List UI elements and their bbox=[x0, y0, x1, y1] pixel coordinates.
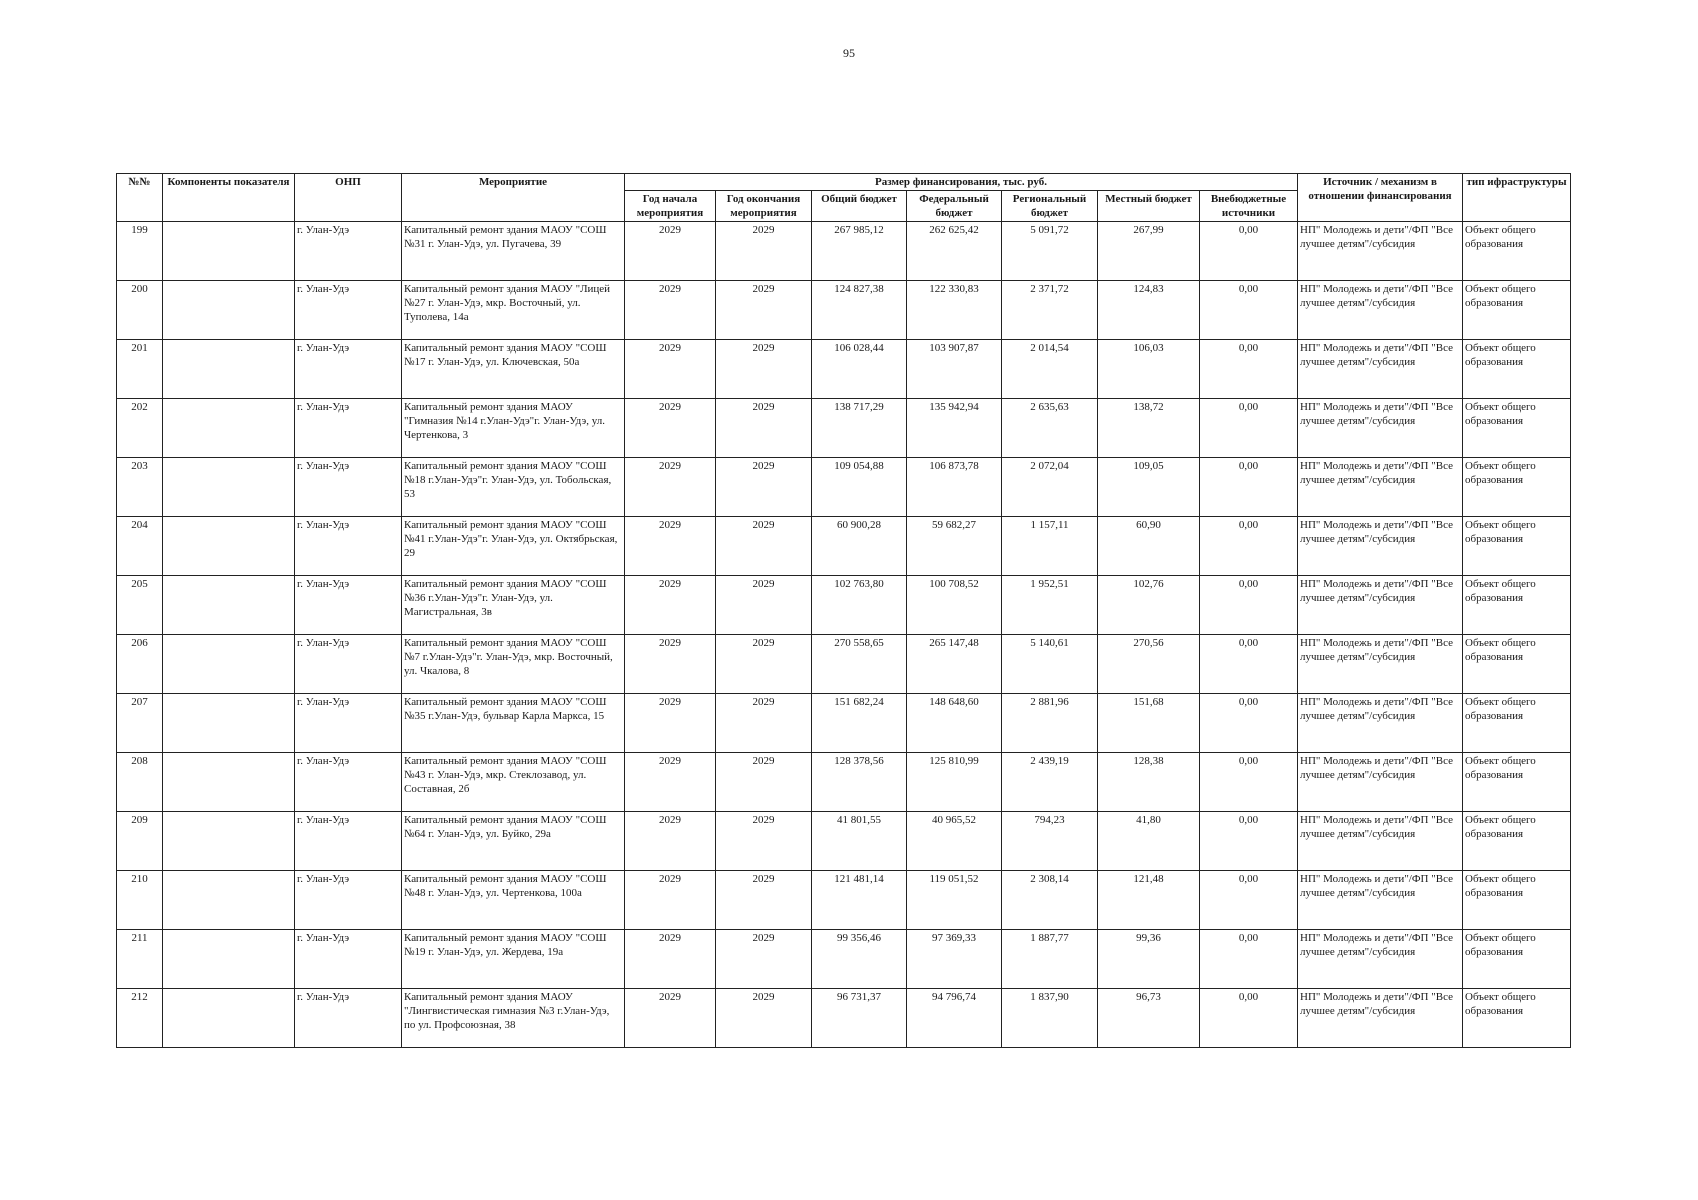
header-event: Мероприятие bbox=[402, 174, 625, 222]
row-regional-budget: 2 072,04 bbox=[1002, 458, 1098, 517]
row-year-end: 2029 bbox=[716, 517, 812, 576]
row-year-end: 2029 bbox=[716, 399, 812, 458]
row-extra-sources: 0,00 bbox=[1200, 576, 1298, 635]
row-funding-source: НП" Молодежь и дети"/ФП "Все лучшее детям"/субсидия bbox=[1298, 399, 1463, 458]
row-event: Капитальный ремонт здания МАОУ "СОШ №41 г.Улан-Удэ"г. Улан-Удэ, ул. Октябрьская, 29 bbox=[402, 517, 625, 576]
row-components bbox=[163, 871, 295, 930]
row-total-budget: 96 731,37 bbox=[812, 989, 907, 1048]
row-total-budget: 121 481,14 bbox=[812, 871, 907, 930]
table-row bbox=[117, 694, 1571, 753]
row-infrastructure-type: Объект общего образования bbox=[1463, 930, 1571, 989]
row-local-budget: 102,76 bbox=[1098, 576, 1200, 635]
row-infrastructure-type: Объект общего образования bbox=[1463, 399, 1571, 458]
row-year-end: 2029 bbox=[716, 871, 812, 930]
row-federal-budget: 59 682,27 bbox=[907, 517, 1002, 576]
row-federal-budget: 100 708,52 bbox=[907, 576, 1002, 635]
row-onp: г. Улан-Удэ bbox=[295, 694, 402, 753]
row-federal-budget: 106 873,78 bbox=[907, 458, 1002, 517]
row-total-budget: 102 763,80 bbox=[812, 576, 907, 635]
header-components: Компоненты показателя bbox=[163, 174, 295, 222]
row-regional-budget: 5 091,72 bbox=[1002, 222, 1098, 281]
row-components bbox=[163, 812, 295, 871]
row-regional-budget: 2 308,14 bbox=[1002, 871, 1098, 930]
row-year-start: 2029 bbox=[625, 399, 716, 458]
row-number: 201 bbox=[117, 340, 163, 399]
row-event: Капитальный ремонт здания МАОУ "СОШ №31 г. Улан-Удэ, ул. Пугачева, 39 bbox=[402, 222, 625, 281]
row-event: Капитальный ремонт здания МАОУ "СОШ №43 г. Улан-Удэ, мкр. Стеклозавод, ул. Составная, 2б bbox=[402, 753, 625, 812]
row-federal-budget: 40 965,52 bbox=[907, 812, 1002, 871]
row-infrastructure-type: Объект общего образования bbox=[1463, 753, 1571, 812]
row-year-end: 2029 bbox=[716, 576, 812, 635]
row-federal-budget: 135 942,94 bbox=[907, 399, 1002, 458]
row-extra-sources: 0,00 bbox=[1200, 399, 1298, 458]
row-funding-source: НП" Молодежь и дети"/ФП "Все лучшее детям"/субсидия bbox=[1298, 222, 1463, 281]
row-year-start: 2029 bbox=[625, 635, 716, 694]
row-number: 208 bbox=[117, 753, 163, 812]
row-year-end: 2029 bbox=[716, 753, 812, 812]
table-header bbox=[117, 174, 1571, 222]
row-local-budget: 138,72 bbox=[1098, 399, 1200, 458]
row-components bbox=[163, 222, 295, 281]
row-extra-sources: 0,00 bbox=[1200, 753, 1298, 812]
row-onp: г. Улан-Удэ bbox=[295, 812, 402, 871]
row-onp: г. Улан-Удэ bbox=[295, 458, 402, 517]
funding-table bbox=[116, 173, 1571, 1048]
header-federal: Федеральный бюджет bbox=[907, 191, 1002, 222]
table-row bbox=[117, 812, 1571, 871]
row-extra-sources: 0,00 bbox=[1200, 989, 1298, 1048]
row-infrastructure-type: Объект общего образования bbox=[1463, 517, 1571, 576]
row-components bbox=[163, 281, 295, 340]
header-funding-group: Размер финансирования, тыс. руб. bbox=[625, 174, 1298, 191]
row-total-budget: 99 356,46 bbox=[812, 930, 907, 989]
row-components bbox=[163, 989, 295, 1048]
row-funding-source: НП" Молодежь и дети"/ФП "Все лучшее детям"/субсидия bbox=[1298, 812, 1463, 871]
row-extra-sources: 0,00 bbox=[1200, 635, 1298, 694]
row-event: Капитальный ремонт здания МАОУ "СОШ №19 г. Улан-Удэ, ул. Жердева, 19а bbox=[402, 930, 625, 989]
row-total-budget: 124 827,38 bbox=[812, 281, 907, 340]
table-row bbox=[117, 989, 1571, 1048]
row-event: Капитальный ремонт здания МАОУ "Гимназия №14 г.Улан-Удэ"г. Улан-Удэ, ул. Чертенкова, 3 bbox=[402, 399, 625, 458]
row-total-budget: 270 558,65 bbox=[812, 635, 907, 694]
row-local-budget: 41,80 bbox=[1098, 812, 1200, 871]
row-funding-source: НП" Молодежь и дети"/ФП "Все лучшее детям"/субсидия bbox=[1298, 576, 1463, 635]
row-components bbox=[163, 753, 295, 812]
row-year-start: 2029 bbox=[625, 517, 716, 576]
row-infrastructure-type: Объект общего образования bbox=[1463, 989, 1571, 1048]
row-infrastructure-type: Объект общего образования bbox=[1463, 812, 1571, 871]
table-row bbox=[117, 399, 1571, 458]
row-number: 210 bbox=[117, 871, 163, 930]
row-event: Капитальный ремонт здания МАОУ "СОШ №18 г.Улан-Удэ"г. Улан-Удэ, ул. Тобольская, 53 bbox=[402, 458, 625, 517]
row-total-budget: 60 900,28 bbox=[812, 517, 907, 576]
header-extra: Внебюджетные источники bbox=[1200, 191, 1298, 222]
row-total-budget: 106 028,44 bbox=[812, 340, 907, 399]
row-components bbox=[163, 930, 295, 989]
header-regional: Региональный бюджет bbox=[1002, 191, 1098, 222]
row-regional-budget: 1 837,90 bbox=[1002, 989, 1098, 1048]
row-onp: г. Улан-Удэ bbox=[295, 930, 402, 989]
row-local-budget: 106,03 bbox=[1098, 340, 1200, 399]
row-extra-sources: 0,00 bbox=[1200, 930, 1298, 989]
header-onp: ОНП bbox=[295, 174, 402, 222]
row-event: Капитальный ремонт здания МАОУ "СОШ №17 г. Улан-Удэ, ул. Ключевская, 50а bbox=[402, 340, 625, 399]
header-year-end: Год окончания мероприятия bbox=[716, 191, 812, 222]
row-year-start: 2029 bbox=[625, 753, 716, 812]
row-funding-source: НП" Молодежь и дети"/ФП "Все лучшее детям"/субсидия bbox=[1298, 694, 1463, 753]
row-event: Капитальный ремонт здания МАОУ "СОШ №7 г.Улан-Удэ"г. Улан-Удэ, мкр. Восточный, ул. Чкалова, 8 bbox=[402, 635, 625, 694]
row-regional-budget: 2 439,19 bbox=[1002, 753, 1098, 812]
row-year-start: 2029 bbox=[625, 281, 716, 340]
row-number: 207 bbox=[117, 694, 163, 753]
header-total: Общий бюджет bbox=[812, 191, 907, 222]
row-number: 209 bbox=[117, 812, 163, 871]
table-row bbox=[117, 576, 1571, 635]
row-year-start: 2029 bbox=[625, 340, 716, 399]
row-onp: г. Улан-Удэ bbox=[295, 399, 402, 458]
row-regional-budget: 2 014,54 bbox=[1002, 340, 1098, 399]
row-local-budget: 60,90 bbox=[1098, 517, 1200, 576]
row-total-budget: 151 682,24 bbox=[812, 694, 907, 753]
row-onp: г. Улан-Удэ bbox=[295, 222, 402, 281]
row-year-start: 2029 bbox=[625, 694, 716, 753]
row-year-start: 2029 bbox=[625, 576, 716, 635]
row-local-budget: 128,38 bbox=[1098, 753, 1200, 812]
row-year-start: 2029 bbox=[625, 458, 716, 517]
row-local-budget: 151,68 bbox=[1098, 694, 1200, 753]
row-funding-source: НП" Молодежь и дети"/ФП "Все лучшее детям"/субсидия bbox=[1298, 340, 1463, 399]
table-row bbox=[117, 517, 1571, 576]
row-infrastructure-type: Объект общего образования bbox=[1463, 340, 1571, 399]
row-total-budget: 267 985,12 bbox=[812, 222, 907, 281]
row-onp: г. Улан-Удэ bbox=[295, 635, 402, 694]
row-funding-source: НП" Молодежь и дети"/ФП "Все лучшее детям"/субсидия bbox=[1298, 517, 1463, 576]
header-infra: тип ифраструктуры bbox=[1463, 174, 1571, 222]
row-event: Капитальный ремонт здания МАОУ "Лингвистическая гимназия №3 г.Улан-Удэ, по ул. Профсоюзная, 38 bbox=[402, 989, 625, 1048]
row-regional-budget: 1 887,77 bbox=[1002, 930, 1098, 989]
row-regional-budget: 2 881,96 bbox=[1002, 694, 1098, 753]
row-onp: г. Улан-Удэ bbox=[295, 871, 402, 930]
row-local-budget: 267,99 bbox=[1098, 222, 1200, 281]
row-federal-budget: 122 330,83 bbox=[907, 281, 1002, 340]
row-number: 205 bbox=[117, 576, 163, 635]
row-extra-sources: 0,00 bbox=[1200, 281, 1298, 340]
row-infrastructure-type: Объект общего образования bbox=[1463, 576, 1571, 635]
row-number: 200 bbox=[117, 281, 163, 340]
row-infrastructure-type: Объект общего образования bbox=[1463, 458, 1571, 517]
row-event: Капитальный ремонт здания МАОУ "СОШ №64 г. Улан-Удэ, ул. Буйко, 29а bbox=[402, 812, 625, 871]
row-year-start: 2029 bbox=[625, 812, 716, 871]
row-components bbox=[163, 399, 295, 458]
row-number: 199 bbox=[117, 222, 163, 281]
row-federal-budget: 103 907,87 bbox=[907, 340, 1002, 399]
table-row bbox=[117, 871, 1571, 930]
row-number: 203 bbox=[117, 458, 163, 517]
row-extra-sources: 0,00 bbox=[1200, 222, 1298, 281]
row-funding-source: НП" Молодежь и дети"/ФП "Все лучшее детям"/субсидия bbox=[1298, 281, 1463, 340]
row-year-start: 2029 bbox=[625, 222, 716, 281]
row-extra-sources: 0,00 bbox=[1200, 871, 1298, 930]
row-onp: г. Улан-Удэ bbox=[295, 281, 402, 340]
table-row bbox=[117, 635, 1571, 694]
row-components bbox=[163, 340, 295, 399]
row-year-end: 2029 bbox=[716, 930, 812, 989]
row-year-end: 2029 bbox=[716, 222, 812, 281]
row-onp: г. Улан-Удэ bbox=[295, 340, 402, 399]
row-extra-sources: 0,00 bbox=[1200, 458, 1298, 517]
row-extra-sources: 0,00 bbox=[1200, 340, 1298, 399]
row-extra-sources: 0,00 bbox=[1200, 812, 1298, 871]
row-event: Капитальный ремонт здания МАОУ "СОШ №48 г. Улан-Удэ, ул. Чертенкова, 100а bbox=[402, 871, 625, 930]
row-event: Капитальный ремонт здания МАОУ "Лицей №27 г. Улан-Удэ, мкр. Восточный, ул. Туполева, 14а bbox=[402, 281, 625, 340]
row-event: Капитальный ремонт здания МАОУ "СОШ №35 г.Улан-Удэ, бульвар Карла Маркса, 15 bbox=[402, 694, 625, 753]
row-infrastructure-type: Объект общего образования bbox=[1463, 635, 1571, 694]
row-number: 211 bbox=[117, 930, 163, 989]
row-event: Капитальный ремонт здания МАОУ "СОШ №36 г.Улан-Удэ"г. Улан-Удэ, ул. Магистральная, 3в bbox=[402, 576, 625, 635]
row-infrastructure-type: Объект общего образования bbox=[1463, 281, 1571, 340]
row-local-budget: 109,05 bbox=[1098, 458, 1200, 517]
row-year-end: 2029 bbox=[716, 281, 812, 340]
table-row bbox=[117, 458, 1571, 517]
row-funding-source: НП" Молодежь и дети"/ФП "Все лучшее детям"/субсидия bbox=[1298, 458, 1463, 517]
row-federal-budget: 148 648,60 bbox=[907, 694, 1002, 753]
row-year-end: 2029 bbox=[716, 635, 812, 694]
table-row bbox=[117, 753, 1571, 812]
table-row bbox=[117, 222, 1571, 281]
row-year-start: 2029 bbox=[625, 989, 716, 1048]
header-local: Местный бюджет bbox=[1098, 191, 1200, 222]
row-infrastructure-type: Объект общего образования bbox=[1463, 222, 1571, 281]
row-regional-budget: 2 635,63 bbox=[1002, 399, 1098, 458]
row-federal-budget: 125 810,99 bbox=[907, 753, 1002, 812]
row-number: 202 bbox=[117, 399, 163, 458]
row-components bbox=[163, 458, 295, 517]
table-row bbox=[117, 930, 1571, 989]
row-total-budget: 109 054,88 bbox=[812, 458, 907, 517]
row-total-budget: 128 378,56 bbox=[812, 753, 907, 812]
row-components bbox=[163, 517, 295, 576]
row-onp: г. Улан-Удэ bbox=[295, 576, 402, 635]
row-regional-budget: 2 371,72 bbox=[1002, 281, 1098, 340]
row-regional-budget: 5 140,61 bbox=[1002, 635, 1098, 694]
table-row bbox=[117, 340, 1571, 399]
row-total-budget: 41 801,55 bbox=[812, 812, 907, 871]
row-funding-source: НП" Молодежь и дети"/ФП "Все лучшее детям"/субсидия bbox=[1298, 753, 1463, 812]
row-year-end: 2029 bbox=[716, 458, 812, 517]
row-regional-budget: 1 952,51 bbox=[1002, 576, 1098, 635]
row-federal-budget: 265 147,48 bbox=[907, 635, 1002, 694]
row-infrastructure-type: Объект общего образования bbox=[1463, 871, 1571, 930]
row-local-budget: 96,73 bbox=[1098, 989, 1200, 1048]
row-extra-sources: 0,00 bbox=[1200, 694, 1298, 753]
row-onp: г. Улан-Удэ bbox=[295, 989, 402, 1048]
row-extra-sources: 0,00 bbox=[1200, 517, 1298, 576]
row-local-budget: 121,48 bbox=[1098, 871, 1200, 930]
row-total-budget: 138 717,29 bbox=[812, 399, 907, 458]
row-components bbox=[163, 694, 295, 753]
row-year-start: 2029 bbox=[625, 871, 716, 930]
row-components bbox=[163, 576, 295, 635]
row-onp: г. Улан-Удэ bbox=[295, 753, 402, 812]
row-funding-source: НП" Молодежь и дети"/ФП "Все лучшее детям"/субсидия bbox=[1298, 989, 1463, 1048]
row-federal-budget: 119 051,52 bbox=[907, 871, 1002, 930]
row-year-end: 2029 bbox=[716, 340, 812, 399]
row-number: 206 bbox=[117, 635, 163, 694]
header-source: Источник / механизм в отношении финансирования bbox=[1298, 174, 1463, 222]
row-local-budget: 124,83 bbox=[1098, 281, 1200, 340]
row-year-start: 2029 bbox=[625, 930, 716, 989]
header-year-start: Год начала мероприятия bbox=[625, 191, 716, 222]
row-number: 204 bbox=[117, 517, 163, 576]
header-num: №№ bbox=[117, 174, 163, 222]
row-year-end: 2029 bbox=[716, 989, 812, 1048]
row-federal-budget: 262 625,42 bbox=[907, 222, 1002, 281]
row-onp: г. Улан-Удэ bbox=[295, 517, 402, 576]
row-year-end: 2029 bbox=[716, 812, 812, 871]
page-number: 95 bbox=[843, 46, 855, 60]
row-number: 212 bbox=[117, 989, 163, 1048]
table-row bbox=[117, 281, 1571, 340]
row-federal-budget: 97 369,33 bbox=[907, 930, 1002, 989]
row-federal-budget: 94 796,74 bbox=[907, 989, 1002, 1048]
row-local-budget: 270,56 bbox=[1098, 635, 1200, 694]
row-regional-budget: 794,23 bbox=[1002, 812, 1098, 871]
row-infrastructure-type: Объект общего образования bbox=[1463, 694, 1571, 753]
row-local-budget: 99,36 bbox=[1098, 930, 1200, 989]
table-body bbox=[117, 222, 1571, 1048]
row-year-end: 2029 bbox=[716, 694, 812, 753]
row-funding-source: НП" Молодежь и дети"/ФП "Все лучшее детям"/субсидия bbox=[1298, 871, 1463, 930]
row-funding-source: НП" Молодежь и дети"/ФП "Все лучшее детям"/субсидия bbox=[1298, 635, 1463, 694]
row-funding-source: НП" Молодежь и дети"/ФП "Все лучшее детям"/субсидия bbox=[1298, 930, 1463, 989]
row-regional-budget: 1 157,11 bbox=[1002, 517, 1098, 576]
row-components bbox=[163, 635, 295, 694]
